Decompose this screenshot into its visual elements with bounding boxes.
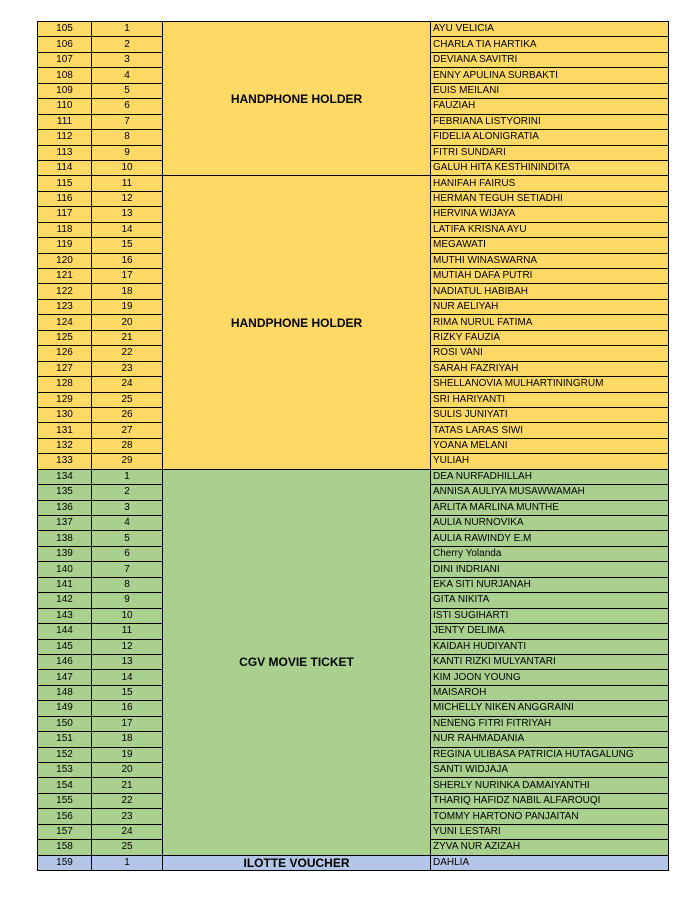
- group-number-cell: 25: [92, 392, 163, 407]
- winner-name-cell: DEVIANA SAVITRI: [431, 52, 669, 67]
- winner-name-cell: MUTIAH DAFA PUTRI: [431, 269, 669, 284]
- winner-name-cell: REGINA ULIBASA PATRICIA HUTAGALUNG: [431, 747, 669, 762]
- prize-cell: HANDPHONE HOLDER: [163, 22, 431, 176]
- winner-name-cell: SARAH FAZRIYAH: [431, 361, 669, 376]
- overall-number-cell: 111: [38, 114, 92, 129]
- winner-name-cell: NENENG FITRI FITRIYAH: [431, 716, 669, 731]
- winner-name-cell: SHERLY NURINKA DAMAIYANTHI: [431, 778, 669, 793]
- winner-name-cell: AULIA RAWINDY E.M: [431, 531, 669, 546]
- winner-name-cell: MICHELLY NIKEN ANGGRAINI: [431, 701, 669, 716]
- winner-name-cell: AULIA NURNOVIKA: [431, 516, 669, 531]
- winners-table: [37, 21, 669, 871]
- overall-number-cell: 110: [38, 99, 92, 114]
- overall-number-cell: 109: [38, 83, 92, 98]
- group-number-cell: 5: [92, 83, 163, 98]
- group-number-cell: 9: [92, 145, 163, 160]
- overall-number-cell: 151: [38, 732, 92, 747]
- overall-number-cell: 106: [38, 37, 92, 52]
- group-number-cell: 28: [92, 438, 163, 453]
- overall-number-cell: 122: [38, 284, 92, 299]
- overall-number-cell: 126: [38, 346, 92, 361]
- group-number-cell: 20: [92, 315, 163, 330]
- group-number-cell: 13: [92, 654, 163, 669]
- winner-name-cell: RIZKY FAUZIA: [431, 330, 669, 345]
- winners-table-body: [38, 22, 669, 871]
- group-number-cell: 10: [92, 608, 163, 623]
- group-number-cell: 20: [92, 763, 163, 778]
- winner-name-cell: EKA SITI NURJANAH: [431, 577, 669, 592]
- overall-number-cell: 148: [38, 685, 92, 700]
- winner-name-cell: NUR AELIYAH: [431, 299, 669, 314]
- winner-name-cell: FITRI SUNDARI: [431, 145, 669, 160]
- table-row: [38, 855, 669, 870]
- group-number-cell: 22: [92, 793, 163, 808]
- winner-name-cell: NADIATUL HABIBAH: [431, 284, 669, 299]
- group-number-cell: 16: [92, 253, 163, 268]
- prize-cell: ILOTTE VOUCHER: [163, 855, 431, 870]
- winner-name-cell: KAIDAH HUDIYANTI: [431, 639, 669, 654]
- winner-name-cell: NUR RAHMADANIA: [431, 732, 669, 747]
- overall-number-cell: 123: [38, 299, 92, 314]
- overall-number-cell: 136: [38, 500, 92, 515]
- overall-number-cell: 114: [38, 160, 92, 175]
- overall-number-cell: 105: [38, 22, 92, 37]
- overall-number-cell: 135: [38, 485, 92, 500]
- overall-number-cell: 150: [38, 716, 92, 731]
- winner-name-cell: YULIAH: [431, 454, 669, 469]
- winner-name-cell: DINI INDRIANI: [431, 562, 669, 577]
- winner-name-cell: YUNI LESTARI: [431, 824, 669, 839]
- overall-number-cell: 134: [38, 469, 92, 484]
- overall-number-cell: 145: [38, 639, 92, 654]
- winner-name-cell: KANTI RIZKI MULYANTARI: [431, 654, 669, 669]
- overall-number-cell: 156: [38, 809, 92, 824]
- winner-name-cell: SANTI WIDJAJA: [431, 763, 669, 778]
- winner-name-cell: YOANA MELANI: [431, 438, 669, 453]
- overall-number-cell: 138: [38, 531, 92, 546]
- group-number-cell: 6: [92, 546, 163, 561]
- overall-number-cell: 127: [38, 361, 92, 376]
- group-number-cell: 7: [92, 562, 163, 577]
- overall-number-cell: 107: [38, 52, 92, 67]
- group-number-cell: 4: [92, 68, 163, 83]
- overall-number-cell: 125: [38, 330, 92, 345]
- winner-name-cell: FEBRIANA LISTYORINI: [431, 114, 669, 129]
- group-number-cell: 17: [92, 716, 163, 731]
- table-row: [38, 22, 669, 37]
- winner-name-cell: CHARLA TIA HARTIKA: [431, 37, 669, 52]
- group-number-cell: 11: [92, 176, 163, 191]
- group-number-cell: 2: [92, 37, 163, 52]
- winner-name-cell: EUIS MEILANI: [431, 83, 669, 98]
- winner-name-cell: MUTHI WINASWARNA: [431, 253, 669, 268]
- overall-number-cell: 132: [38, 438, 92, 453]
- overall-number-cell: 152: [38, 747, 92, 762]
- overall-number-cell: 137: [38, 516, 92, 531]
- winner-name-cell: HERVINA WIJAYA: [431, 207, 669, 222]
- winner-name-cell: MEGAWATI: [431, 238, 669, 253]
- group-number-cell: 29: [92, 454, 163, 469]
- group-number-cell: 16: [92, 701, 163, 716]
- group-number-cell: 22: [92, 346, 163, 361]
- overall-number-cell: 119: [38, 238, 92, 253]
- winner-name-cell: KIM JOON YOUNG: [431, 670, 669, 685]
- table-row: [38, 176, 669, 191]
- group-number-cell: 25: [92, 840, 163, 855]
- winner-name-cell: LATIFA KRISNA AYU: [431, 222, 669, 237]
- group-number-cell: 14: [92, 670, 163, 685]
- overall-number-cell: 112: [38, 130, 92, 145]
- winners-sheet: [37, 21, 669, 871]
- group-number-cell: 3: [92, 52, 163, 67]
- prize-cell: CGV MOVIE TICKET: [163, 469, 431, 855]
- group-number-cell: 15: [92, 238, 163, 253]
- winner-name-cell: HERMAN TEGUH SETIADHI: [431, 191, 669, 206]
- overall-number-cell: 128: [38, 377, 92, 392]
- overall-number-cell: 147: [38, 670, 92, 685]
- group-number-cell: 18: [92, 732, 163, 747]
- group-number-cell: 7: [92, 114, 163, 129]
- group-number-cell: 6: [92, 99, 163, 114]
- winner-name-cell: DEA NURFADHILLAH: [431, 469, 669, 484]
- overall-number-cell: 153: [38, 763, 92, 778]
- group-number-cell: 12: [92, 191, 163, 206]
- overall-number-cell: 131: [38, 423, 92, 438]
- group-number-cell: 18: [92, 284, 163, 299]
- overall-number-cell: 142: [38, 593, 92, 608]
- winner-name-cell: ZYVA NUR AZIZAH: [431, 840, 669, 855]
- winner-name-cell: FAUZIAH: [431, 99, 669, 114]
- overall-number-cell: 116: [38, 191, 92, 206]
- group-number-cell: 24: [92, 824, 163, 839]
- winner-name-cell: TOMMY HARTONO PANJAITAN: [431, 809, 669, 824]
- winner-name-cell: MAISAROH: [431, 685, 669, 700]
- overall-number-cell: 154: [38, 778, 92, 793]
- group-number-cell: 27: [92, 423, 163, 438]
- group-number-cell: 17: [92, 269, 163, 284]
- group-number-cell: 1: [92, 22, 163, 37]
- winner-name-cell: JENTY DELIMA: [431, 624, 669, 639]
- winner-name-cell: RIMA NURUL FATIMA: [431, 315, 669, 330]
- group-number-cell: 24: [92, 377, 163, 392]
- winner-name-cell: HANIFAH FAIRUS: [431, 176, 669, 191]
- winner-name-cell: GITA NIKITA: [431, 593, 669, 608]
- winner-name-cell: DAHLIA: [431, 855, 669, 870]
- overall-number-cell: 121: [38, 269, 92, 284]
- group-number-cell: 5: [92, 531, 163, 546]
- overall-number-cell: 133: [38, 454, 92, 469]
- group-number-cell: 2: [92, 485, 163, 500]
- group-number-cell: 13: [92, 207, 163, 222]
- group-number-cell: 4: [92, 516, 163, 531]
- group-number-cell: 19: [92, 299, 163, 314]
- overall-number-cell: 143: [38, 608, 92, 623]
- winner-name-cell: GALUH HITA KESTHININDITA: [431, 160, 669, 175]
- overall-number-cell: 144: [38, 624, 92, 639]
- winner-name-cell: SRI HARIYANTI: [431, 392, 669, 407]
- winner-name-cell: Cherry Yolanda: [431, 546, 669, 561]
- winner-name-cell: FIDELIA ALONIGRATIA: [431, 130, 669, 145]
- group-number-cell: 14: [92, 222, 163, 237]
- overall-number-cell: 108: [38, 68, 92, 83]
- overall-number-cell: 124: [38, 315, 92, 330]
- winner-name-cell: ROSI VANI: [431, 346, 669, 361]
- winner-name-cell: SULIS JUNIYATI: [431, 407, 669, 422]
- group-number-cell: 11: [92, 624, 163, 639]
- winner-name-cell: THARIQ HAFIDZ NABIL ALFAROUQI: [431, 793, 669, 808]
- group-number-cell: 8: [92, 577, 163, 592]
- group-number-cell: 23: [92, 809, 163, 824]
- winner-name-cell: ANNISA AULIYA MUSAWWAMAH: [431, 485, 669, 500]
- winner-name-cell: TATAS LARAS SIWI: [431, 423, 669, 438]
- overall-number-cell: 113: [38, 145, 92, 160]
- overall-number-cell: 140: [38, 562, 92, 577]
- group-number-cell: 8: [92, 130, 163, 145]
- group-number-cell: 19: [92, 747, 163, 762]
- overall-number-cell: 130: [38, 407, 92, 422]
- group-number-cell: 1: [92, 469, 163, 484]
- prize-cell: HANDPHONE HOLDER: [163, 176, 431, 469]
- overall-number-cell: 120: [38, 253, 92, 268]
- group-number-cell: 10: [92, 160, 163, 175]
- winner-name-cell: ARLITA MARLINA MUNTHE: [431, 500, 669, 515]
- overall-number-cell: 159: [38, 855, 92, 870]
- group-number-cell: 3: [92, 500, 163, 515]
- group-number-cell: 21: [92, 330, 163, 345]
- table-row: [38, 469, 669, 484]
- overall-number-cell: 158: [38, 840, 92, 855]
- overall-number-cell: 115: [38, 176, 92, 191]
- group-number-cell: 12: [92, 639, 163, 654]
- winner-name-cell: SHELLANOVIA MULHARTININGRUM: [431, 377, 669, 392]
- group-number-cell: 21: [92, 778, 163, 793]
- overall-number-cell: 141: [38, 577, 92, 592]
- overall-number-cell: 155: [38, 793, 92, 808]
- overall-number-cell: 118: [38, 222, 92, 237]
- winner-name-cell: ENNY APULINA SURBAKTI: [431, 68, 669, 83]
- winner-name-cell: ISTI SUGIHARTI: [431, 608, 669, 623]
- overall-number-cell: 146: [38, 654, 92, 669]
- group-number-cell: 26: [92, 407, 163, 422]
- group-number-cell: 1: [92, 855, 163, 870]
- winner-name-cell: AYU VELICIA: [431, 22, 669, 37]
- overall-number-cell: 149: [38, 701, 92, 716]
- group-number-cell: 15: [92, 685, 163, 700]
- overall-number-cell: 129: [38, 392, 92, 407]
- overall-number-cell: 139: [38, 546, 92, 561]
- group-number-cell: 23: [92, 361, 163, 376]
- group-number-cell: 9: [92, 593, 163, 608]
- overall-number-cell: 117: [38, 207, 92, 222]
- overall-number-cell: 157: [38, 824, 92, 839]
